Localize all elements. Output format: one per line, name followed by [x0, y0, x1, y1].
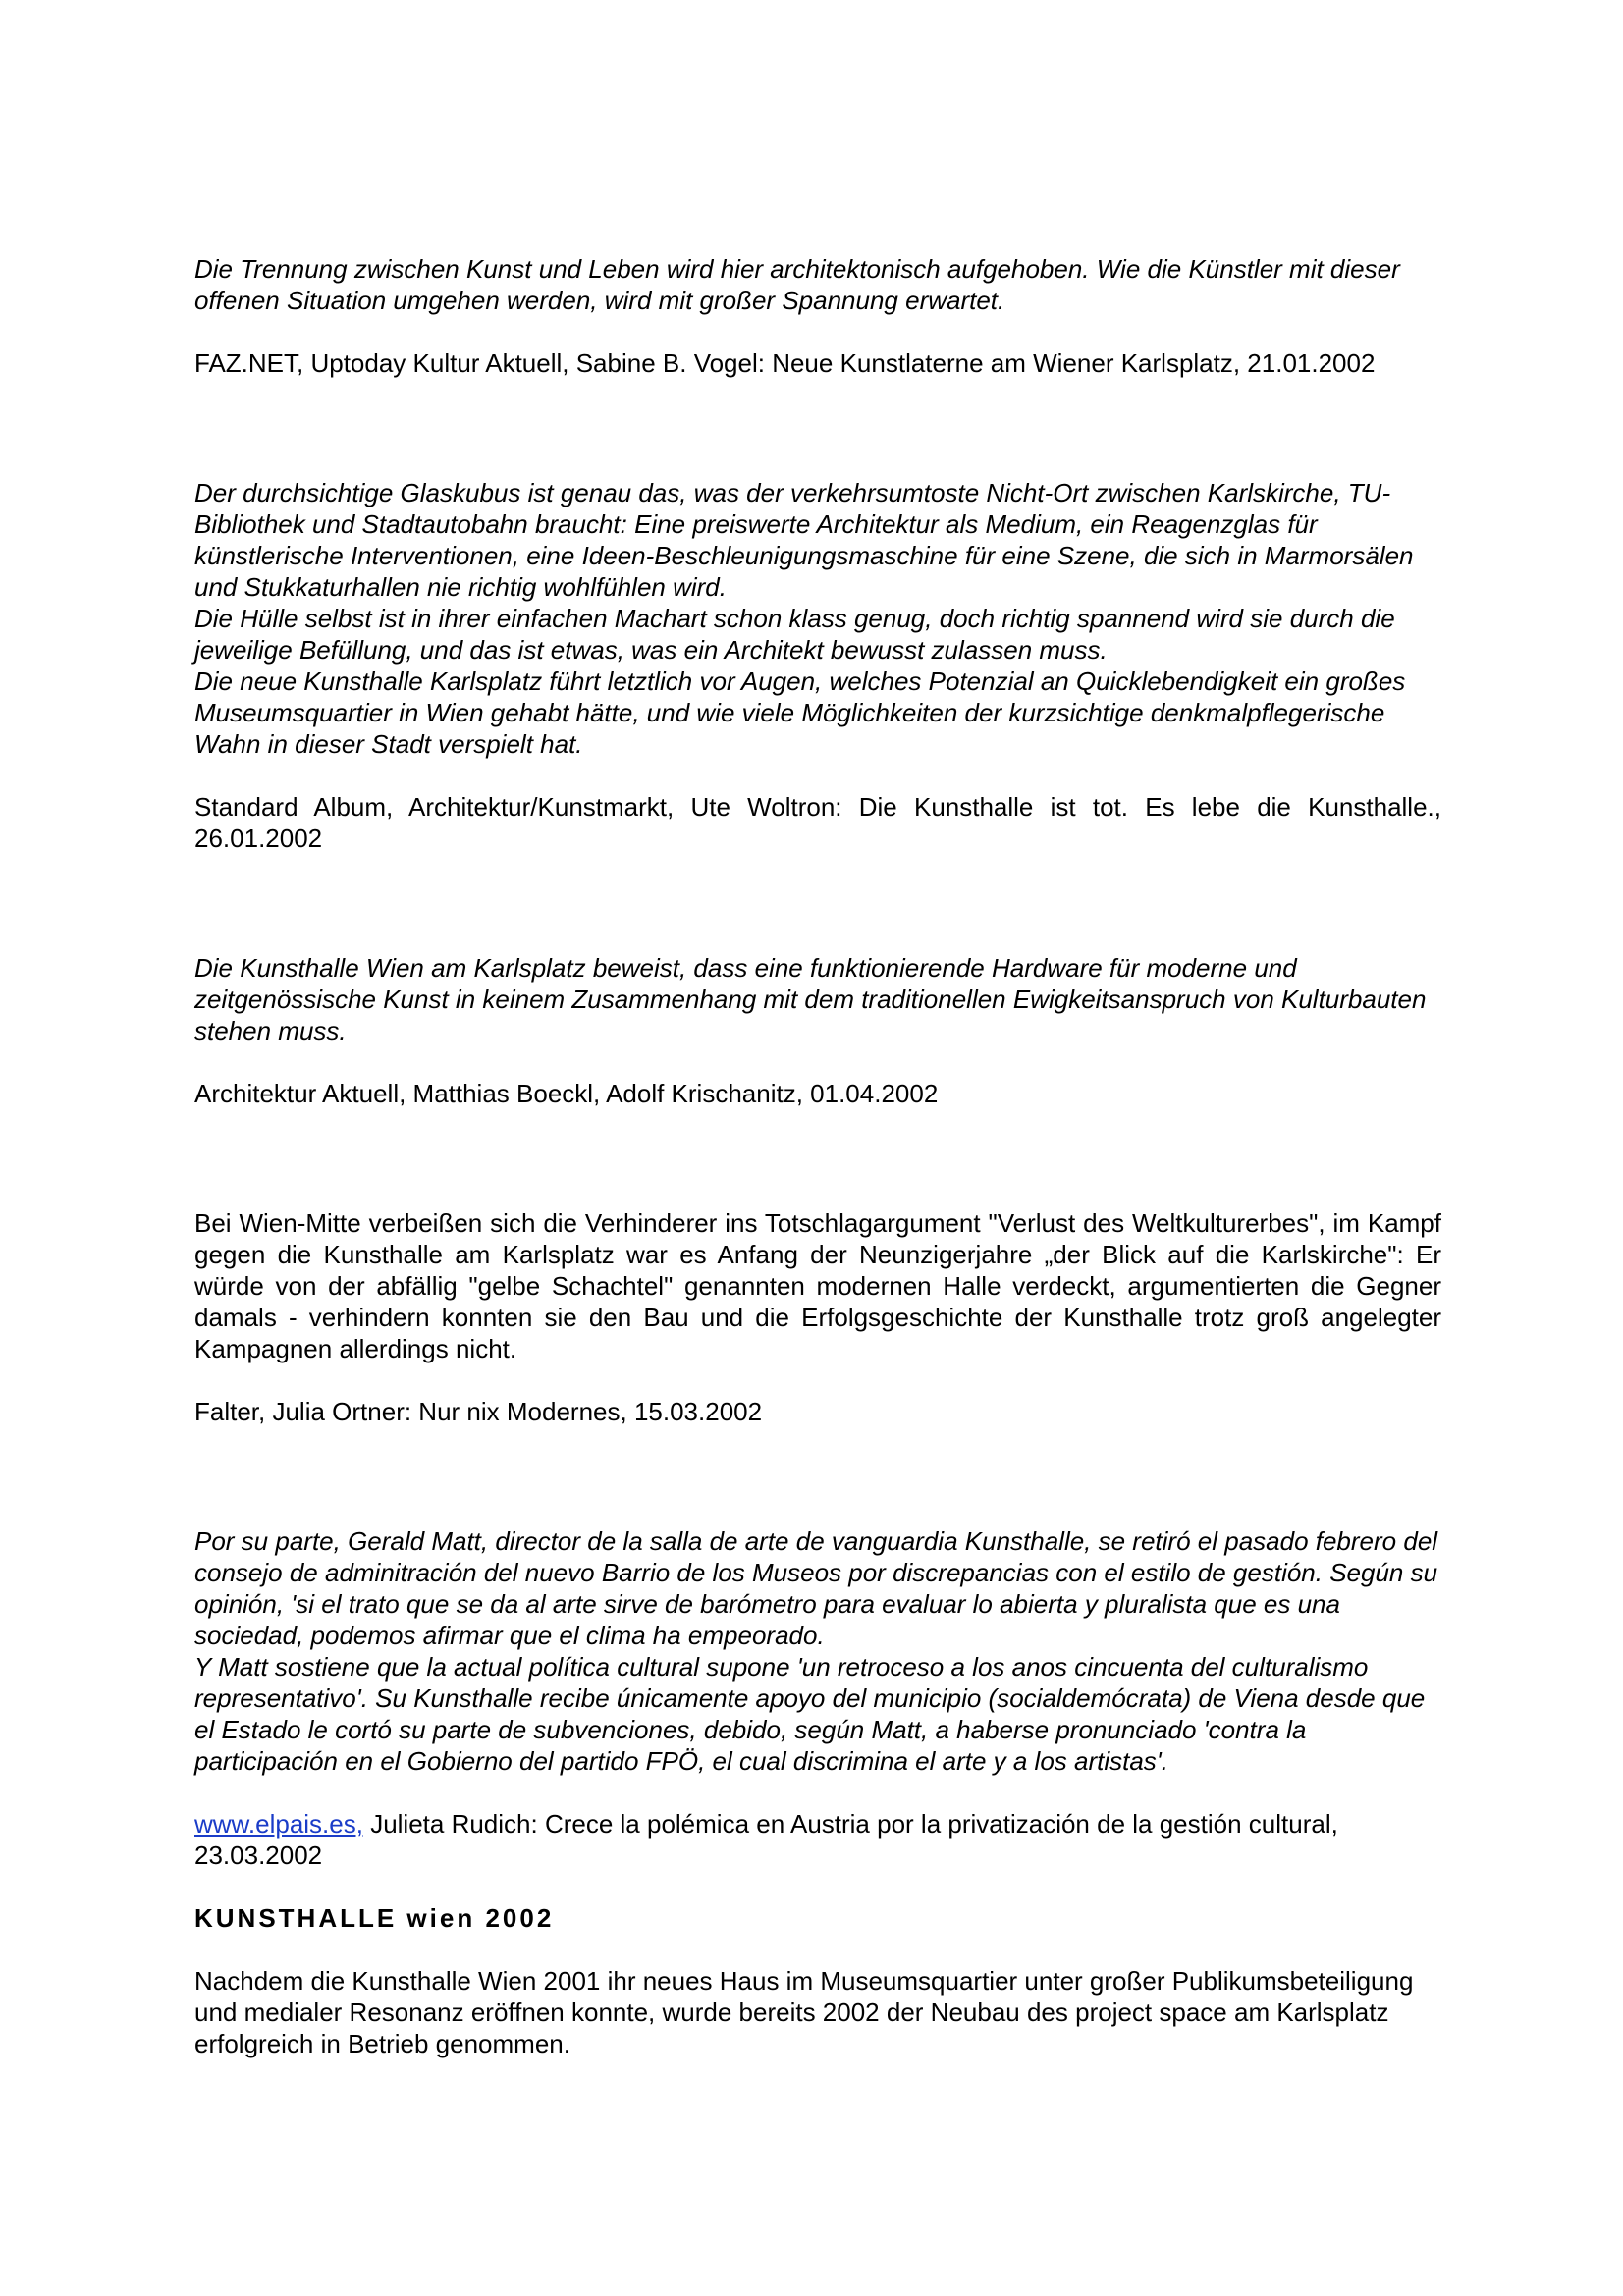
- quote-text: Der durchsichtige Glaskubus ist genau das, was der verkehrsumtoste Nicht-Ort zwischen Karlskirche, TU-Bibliothek und Stadtautobahn braucht: Eine preiswerte Architektur als Medium, ein Reagenzglas für künstlerische Interventionen, eine Ideen-Beschleunigungsmaschine für eine Szene, die sich in Marmorsälen und Stukkaturhallen nie richtig wohlfühlen wird.: [194, 478, 1414, 602]
- press-quote-architektur-aktuell: [194, 952, 1441, 1109]
- section-heading: KUNSTHALLE wien 2002: [194, 1903, 555, 1933]
- quote-source: [194, 1808, 1441, 1871]
- quote-text: Y Matt sostiene que la actual política cultural supone 'un retroceso a los anos cincuenta del culturalismo representativo'. Su Kunsthalle recibe únicamente apoyo del municipio (socialdemócrata) de Viena desde que el Estado le cortó su parte de subvenciones, debido, según Matt, a haberse pronunciado 'contra la participación en el Gobierno del partido FPÖ, el cual discrimina el arte y a los artistas'.: [194, 1652, 1426, 1776]
- quote-source: Architektur Aktuell, Matthias Boeckl, Adolf Krischanitz, 01.04.2002: [194, 1079, 939, 1108]
- quote-source: FAZ.NET, Uptoday Kultur Aktuell, Sabine B. Vogel: Neue Kunstlaterne am Wiener Karlsplatz, 21.01.2002: [194, 348, 1376, 378]
- document-page: [194, 253, 1441, 2059]
- press-quote-elpais: [194, 1525, 1441, 1871]
- quote-text: Bei Wien-Mitte verbeißen sich die Verhinderer ins Totschlagargument "Verlust des Weltkulturerbes", im Kampf gegen die Kunsthalle am Karlsplatz war es Anfang der Neunzigerjahre „der Blick auf die Karlskirche": Er würde von der abfällig "gelbe Schachtel" genannten modernen Halle verdeckt, argumentierten die Gegner damals - verhindern konnten sie den Bau und die Erfolgsgeschichte der Kunsthalle trotz groß angelegter Kampagnen allerdings nicht.: [194, 1208, 1441, 1363]
- press-quote-falter: [194, 1207, 1441, 1427]
- press-quote-standard: [194, 477, 1441, 854]
- quote-text: Die Trennung zwischen Kunst und Leben wird hier architektonisch aufgehoben. Wie die Künstler mit dieser offenen Situation umgehen werden, wird mit großer Spannung erwartet.: [194, 254, 1400, 315]
- quote-source: Falter, Julia Ortner: Nur nix Modernes, 15.03.2002: [194, 1397, 763, 1426]
- source-link[interactable]: www.elpais.es,: [194, 1809, 363, 1839]
- quote-text: Die neue Kunsthalle Karlsplatz führt letztlich vor Augen, welches Potenzial an Quicklebendigkeit ein großes Museumsquartier in Wien gehabt hätte, und wie viele Möglichkeiten der kurzsichtige denkmalpflegerische Wahn in dieser Stadt verspielt hat.: [194, 667, 1406, 759]
- quote-source: Standard Album, Architektur/Kunstmarkt, Ute Woltron: Die Kunsthalle ist tot. Es lebe die Kunsthalle., 26.01.2002: [194, 792, 1441, 853]
- closing-paragraph: Nachdem die Kunsthalle Wien 2001 ihr neues Haus im Museumsquartier unter großer Publikumsbeteiligung und medialer Resonanz eröffnen konnte, wurde bereits 2002 der Neubau des project space am Karlsplatz erfolgreich in Betrieb genommen.: [194, 1966, 1414, 2058]
- source-text: Julieta Rudich: Crece la polémica en Austria por la privatización de la gestión cultural, 23.03.2002: [194, 1809, 1338, 1870]
- quote-text: Por su parte, Gerald Matt, director de la salla de arte de vanguardia Kunsthalle, se retiró el pasado febrero del consejo de adminitración del nuevo Barrio de los Museos por discrepancias con el estilo de gestión. Según su opinión, 'si el trato que se da al arte sirve de barómetro para evaluar lo abierta y pluralista que es una sociedad, podemos afirmar que el clima ha empeorado.: [194, 1526, 1438, 1650]
- quote-text: Die Kunsthalle Wien am Karlsplatz beweist, dass eine funktionierende Hardware für moderne und zeitgenössische Kunst in keinem Zusammenhang mit dem traditionellen Ewigkeitsanspruch von Kulturbauten stehen muss.: [194, 953, 1427, 1045]
- press-quote-faz: [194, 253, 1441, 379]
- quote-text: Die Hülle selbst ist in ihrer einfachen Machart schon klass genug, doch richtig spannend wird sie durch die jeweilige Befüllung, und das ist etwas, was ein Architekt bewusst zulassen muss.: [194, 604, 1395, 665]
